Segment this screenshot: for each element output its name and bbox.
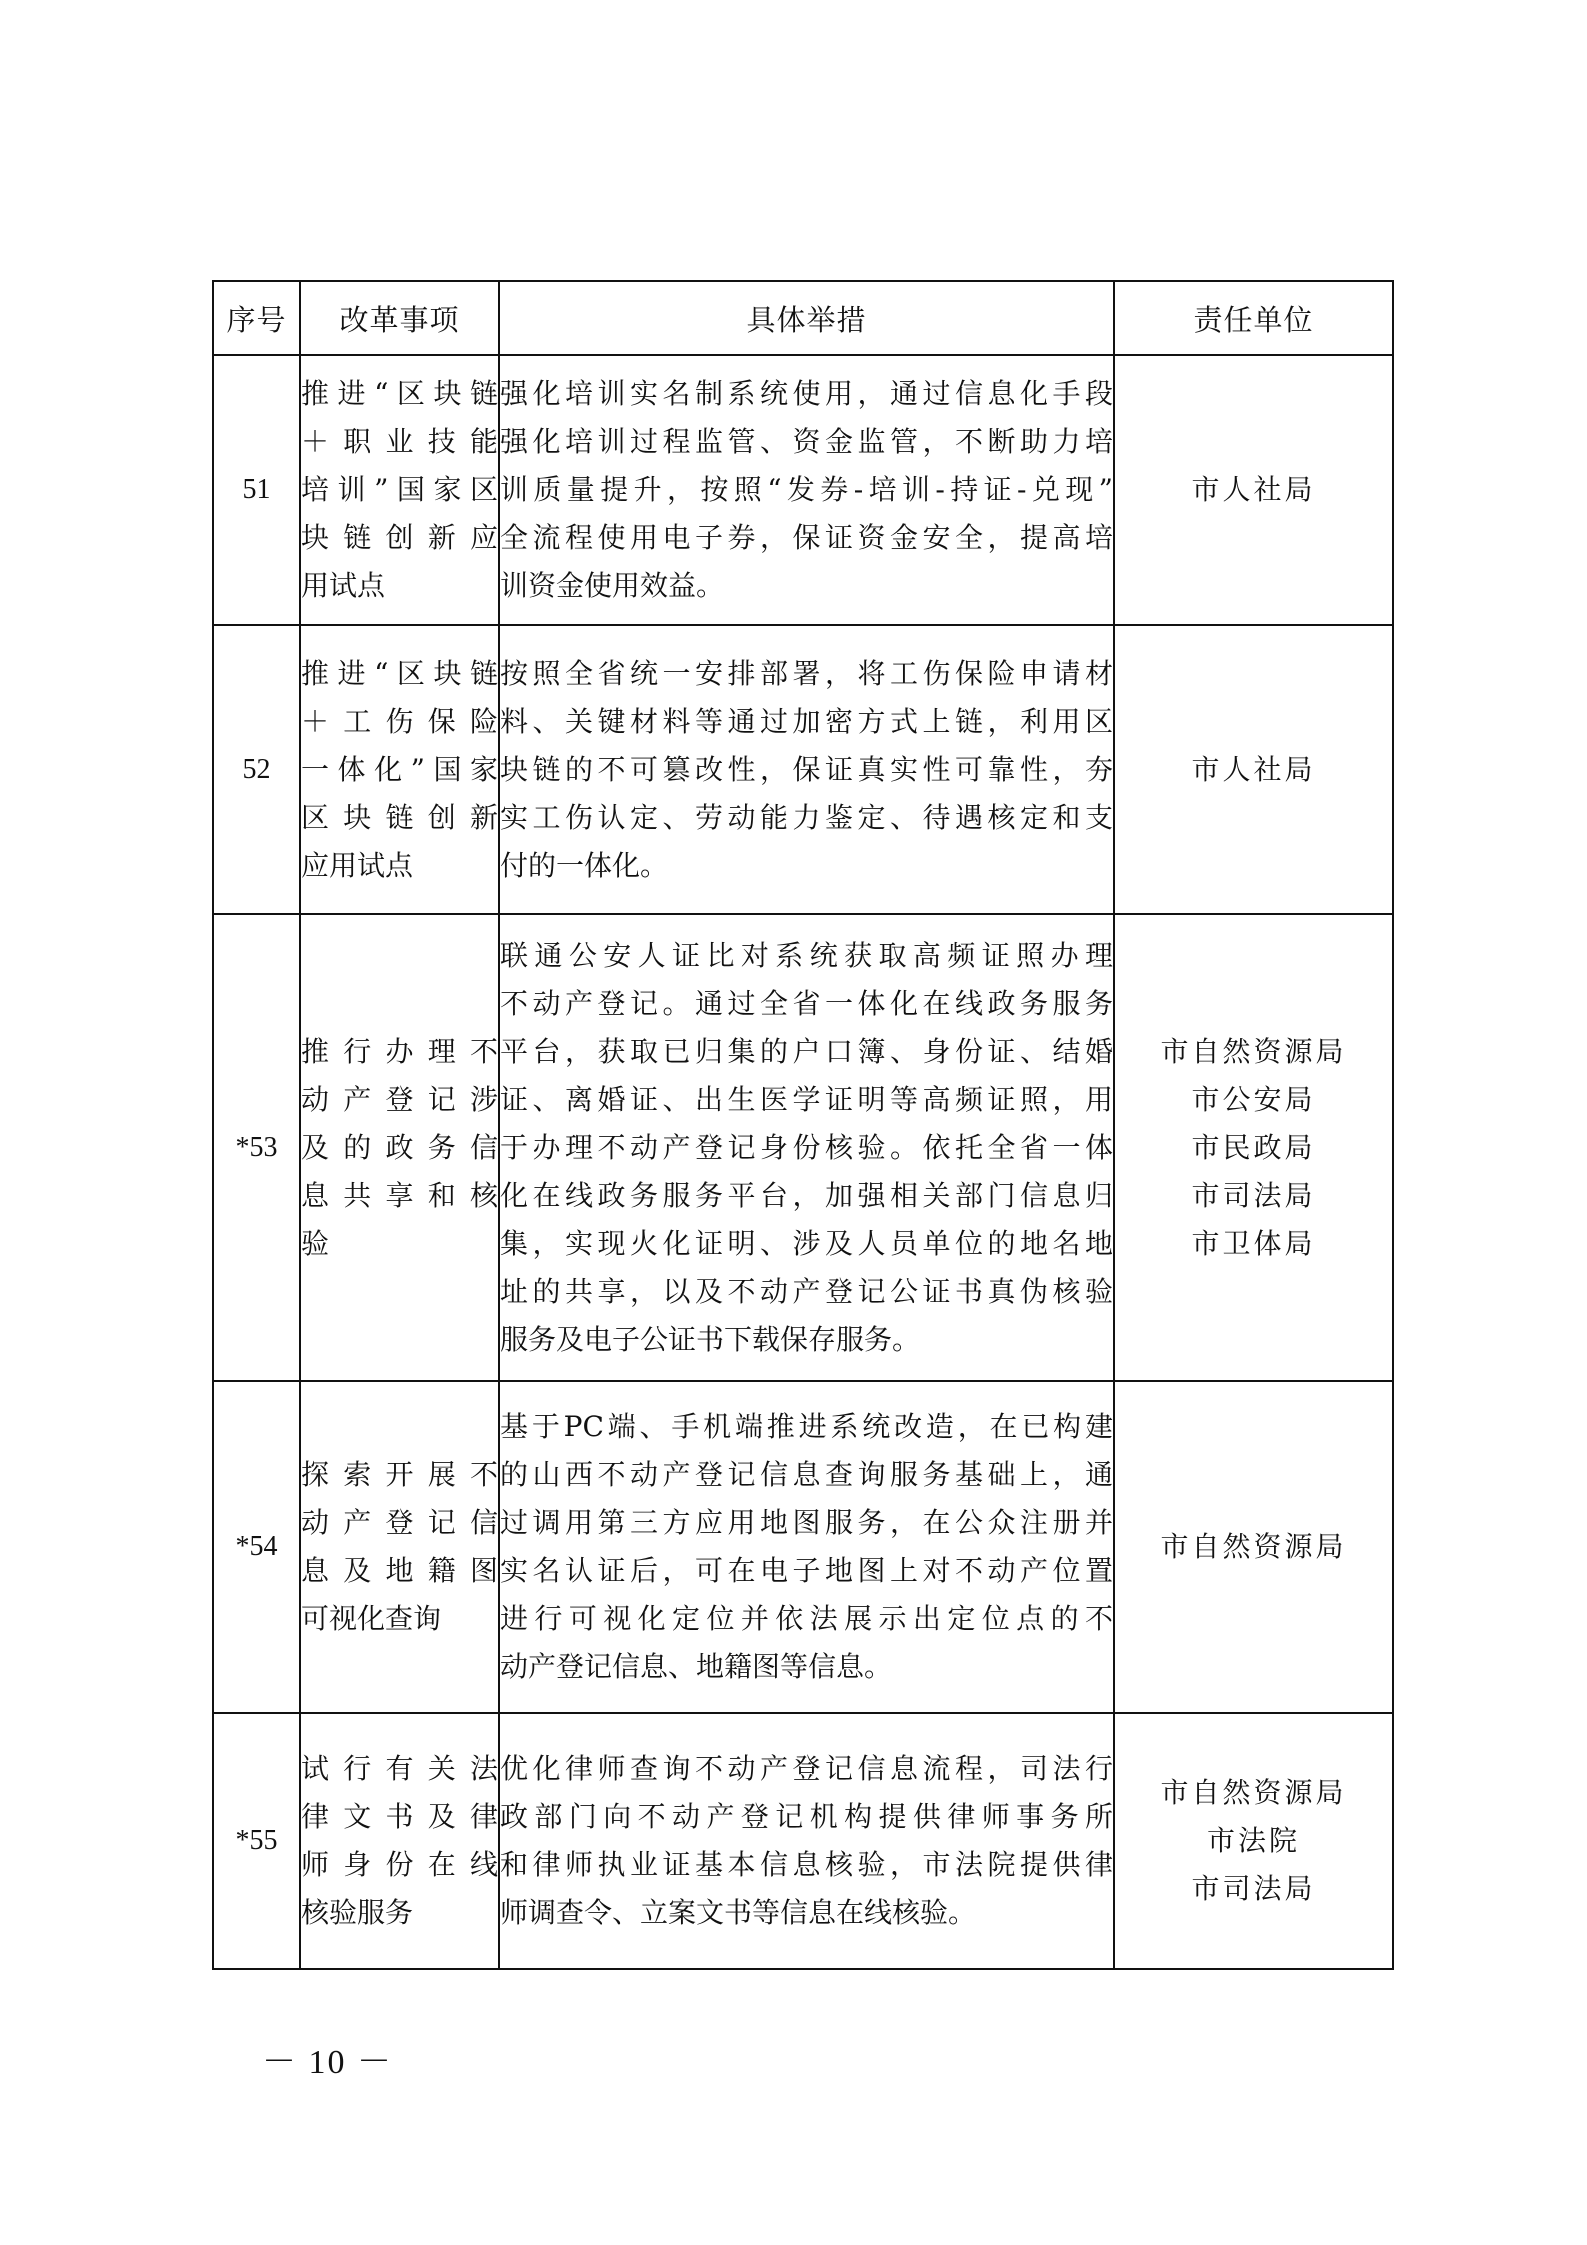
measure-line: 块链的不可篡改性，保证真实性可靠性，夯 <box>500 752 1113 786</box>
measure-line: 全流程使用电子券，保证资金安全，提高培 <box>500 521 1113 554</box>
reform-item-line: 探索开展不 <box>301 1458 498 1491</box>
measure-line: 证、离婚证、出生医学证明等高频证照，用 <box>500 1082 1113 1116</box>
reform-item-line: 培训”国家区 <box>301 473 498 506</box>
row-number: *55 <box>213 1713 300 1969</box>
reform-item-line: 区块链创新 <box>301 800 498 834</box>
reform-item-line: 块链创新应 <box>301 521 498 554</box>
responsible-unit: 市自然资源局 <box>1160 1530 1347 1563</box>
measure-line: 付的一体化。 <box>500 848 669 882</box>
header-reform-item: 改革事项 <box>300 281 499 355</box>
measure-line: 师调查令、立案文书等信息在线核验。 <box>500 1896 977 1929</box>
reform-measures-table <box>212 280 1394 1970</box>
reform-item-line: 用试点 <box>301 569 386 602</box>
responsible-unit: 市公安局 <box>1191 1082 1316 1116</box>
measure-line: 政部门向不动产登记机构提供律师事务所 <box>500 1800 1113 1833</box>
specific-measures-cell <box>499 1713 1114 1969</box>
responsible-unit: 市司法局 <box>1191 1872 1316 1905</box>
reform-item-cell <box>300 914 499 1381</box>
table-header-row <box>213 281 1393 355</box>
reform-item-line: 推行办理不 <box>301 1034 498 1068</box>
reform-item-line: 师身份在线 <box>301 1848 498 1881</box>
measure-line: 优化律师查询不动产登记信息流程，司法行 <box>500 1752 1113 1785</box>
specific-measures-cell <box>499 355 1114 625</box>
measure-line: 进行可视化定位并依法展示出定位点的不 <box>500 1602 1113 1635</box>
reform-item-line: 动产登记信 <box>301 1506 498 1539</box>
page-number: － 10 － <box>262 2044 393 2081</box>
measure-line: 联通公安人证比对系统获取高频证照办理 <box>500 938 1113 972</box>
reform-item-line: 推进“区块链 <box>301 377 498 410</box>
responsible-unit: 市自然资源局 <box>1160 1776 1347 1809</box>
responsible-unit-cell <box>1114 355 1393 625</box>
responsible-unit: 市民政局 <box>1191 1130 1316 1164</box>
row-number: 52 <box>213 625 300 914</box>
reform-item-line: 息共享和核 <box>301 1178 498 1212</box>
reform-item-cell <box>300 1381 499 1713</box>
measure-line: 训质量提升，按照“发券-培训-持证-兑现” <box>500 473 1113 506</box>
reform-item-line: 及的政务信 <box>301 1130 498 1164</box>
specific-measures-cell <box>499 625 1114 914</box>
reform-item-line: 动产登记涉 <box>301 1082 498 1116</box>
specific-measures-cell <box>499 1381 1114 1713</box>
row-number: 51 <box>213 355 300 625</box>
responsible-unit: 市法院 <box>1206 1824 1300 1857</box>
reform-item-line: 可视化查询 <box>301 1602 442 1635</box>
responsible-unit-cell <box>1114 1381 1393 1713</box>
row-number: *54 <box>213 1381 300 1713</box>
responsible-unit: 市司法局 <box>1191 1178 1316 1212</box>
measure-line: 于办理不动产登记身份核验。依托全省一体 <box>500 1130 1113 1164</box>
measure-line: 实名认证后，可在电子地图上对不动产位置 <box>500 1554 1113 1587</box>
measure-line: 强化培训实名制系统使用，通过信息化手段 <box>500 377 1113 410</box>
measure-line: 实工伤认定、劳动能力鉴定、待遇核定和支 <box>500 800 1113 834</box>
responsible-unit: 市人社局 <box>1191 473 1316 506</box>
measure-line: 过调用第三方应用地图服务，在公众注册并 <box>500 1506 1113 1539</box>
reform-item-line: 核验服务 <box>301 1896 414 1929</box>
measure-line: 按照全省统一安排部署，将工伤保险申请材 <box>500 656 1113 690</box>
responsible-unit: 市自然资源局 <box>1160 1034 1347 1068</box>
reform-item-cell <box>300 625 499 914</box>
reform-item-line: 推进“区块链 <box>301 656 498 690</box>
measure-line: 平台，获取已归集的户口簿、身份证、结婚 <box>500 1034 1113 1068</box>
reform-item-line: 息及地籍图 <box>301 1554 498 1587</box>
reform-item-line: ＋工伤保险 <box>301 704 498 738</box>
reform-item-line: 试行有关法 <box>301 1752 498 1785</box>
table-row <box>213 355 1393 625</box>
header-specific-measures: 具体举措 <box>499 281 1114 355</box>
measure-line: 的山西不动产登记信息查询服务基础上，通 <box>500 1458 1113 1491</box>
responsible-unit: 市卫体局 <box>1191 1226 1316 1260</box>
responsible-unit-cell <box>1114 1713 1393 1969</box>
responsible-unit-cell <box>1114 914 1393 1381</box>
reform-item-line: 验 <box>301 1226 330 1260</box>
row-number: *53 <box>213 914 300 1381</box>
measure-line: 训资金使用效益。 <box>500 569 725 602</box>
reform-item-line: 一体化”国家 <box>301 752 498 786</box>
reform-item-cell <box>300 355 499 625</box>
table-row <box>213 914 1393 1381</box>
measure-line: 基于PC端、手机端推进系统改造，在已构建 <box>500 1410 1113 1443</box>
measure-line: 不动产登记。通过全省一体化在线政务服务 <box>500 986 1113 1020</box>
reform-item-cell <box>300 1713 499 1969</box>
table-row <box>213 1713 1393 1969</box>
header-responsible-unit: 责任单位 <box>1114 281 1393 355</box>
specific-measures-cell <box>499 914 1114 1381</box>
header-number: 序号 <box>213 281 300 355</box>
measure-line: 和律师执业证基本信息核验，市法院提供律 <box>500 1848 1113 1881</box>
reform-item-line: 应用试点 <box>301 848 414 882</box>
measure-line: 化在线政务服务平台，加强相关部门信息归 <box>500 1178 1113 1212</box>
table-row <box>213 625 1393 914</box>
measure-line: 动产登记信息、地籍图等信息。 <box>500 1650 893 1683</box>
measure-line: 料、关键材料等通过加密方式上链，利用区 <box>500 704 1113 738</box>
reform-item-line: ＋职业技能 <box>301 425 498 458</box>
measure-line: 址的共享，以及不动产登记公证书真伪核验 <box>500 1274 1113 1308</box>
measure-line: 服务及电子公证书下载保存服务。 <box>500 1322 921 1356</box>
responsible-unit: 市人社局 <box>1191 752 1316 786</box>
responsible-unit-cell <box>1114 625 1393 914</box>
measure-line: 集，实现火化证明、涉及人员单位的地名地 <box>500 1226 1113 1260</box>
table-row <box>213 1381 1393 1713</box>
measure-line: 强化培训过程监管、资金监管，不断助力培 <box>500 425 1113 458</box>
reform-item-line: 律文书及律 <box>301 1800 498 1833</box>
